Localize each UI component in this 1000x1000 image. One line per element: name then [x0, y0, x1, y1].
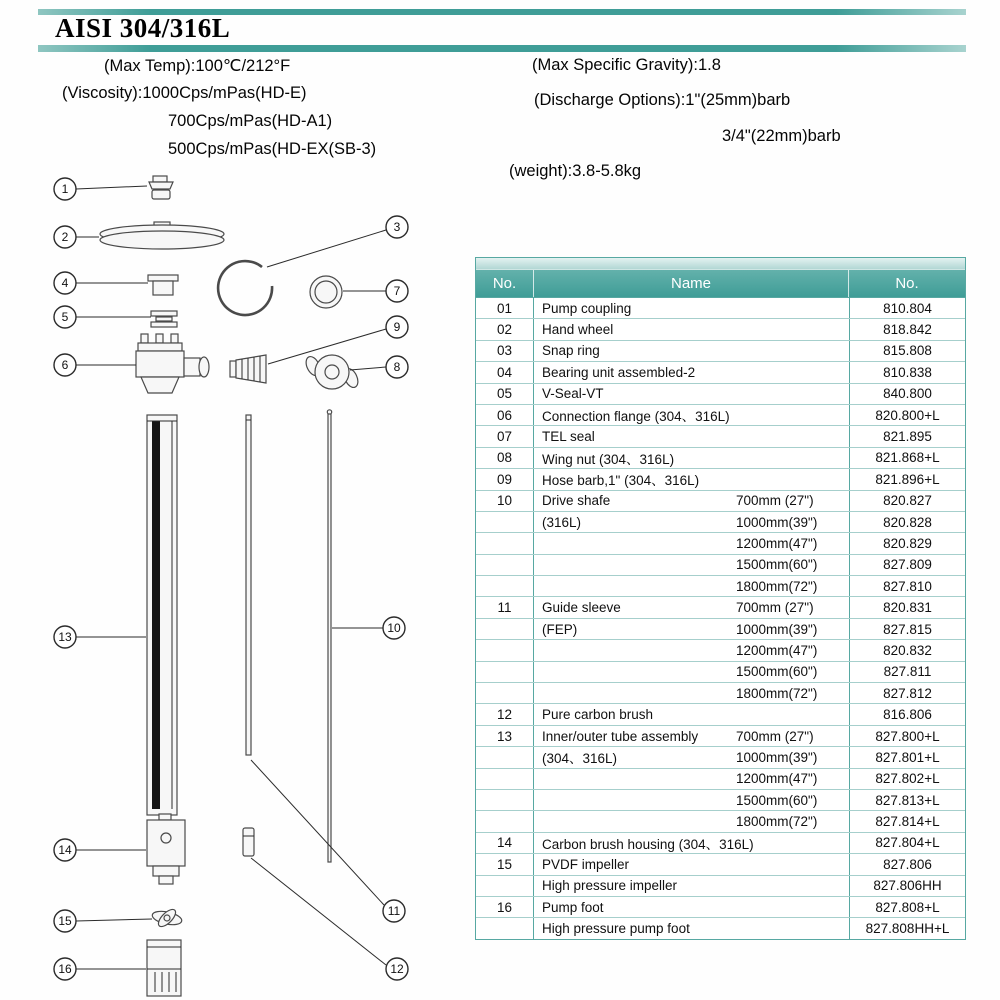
cell-part: 827.810: [849, 576, 965, 596]
cell-name: Snap ring: [542, 343, 600, 359]
part-guide-sleeve: [246, 415, 251, 755]
exploded-parts-diagram: [35, 170, 475, 1000]
spec-discharge-1: (Discharge Options):1"(25mm)barb: [534, 91, 791, 109]
header-bar-bottom: [38, 45, 966, 52]
cell-no: [476, 640, 534, 660]
callout-4: [54, 272, 148, 294]
svg-text:1: 1: [61, 182, 69, 196]
cell-no: [476, 576, 534, 596]
cell-part: 820.829: [849, 533, 965, 553]
cell-no: 12: [476, 704, 534, 724]
svg-text:8: 8: [393, 360, 401, 374]
cell-name: [534, 811, 734, 831]
table-row: [476, 297, 965, 318]
svg-text:9: 9: [393, 320, 401, 334]
cell-size: 1200mm(47"): [736, 771, 818, 787]
cell-size: [734, 833, 849, 853]
cell-name: Guide sleeve: [542, 600, 621, 616]
cell-part: 815.808: [849, 341, 965, 361]
table-row: [476, 532, 965, 553]
part-hose-barb: [230, 355, 266, 383]
table-row: [476, 575, 965, 596]
cell-part: 827.815: [849, 619, 965, 639]
cell-part: 827.806: [849, 854, 965, 874]
cell-name: [534, 790, 734, 810]
cell-name: [534, 640, 734, 660]
cell-part: 827.800+L: [849, 726, 965, 746]
parts-table: [475, 257, 966, 940]
part-snap-ring: [218, 261, 272, 315]
part-tel-seal: [310, 276, 342, 308]
cell-part: 820.831: [849, 597, 965, 617]
spec-viscosity-2: 700Cps/mPas(HD-A1): [168, 112, 333, 130]
part-pump-coupling: [149, 176, 173, 199]
cell-no: 13: [476, 726, 534, 746]
cell-name: Drive shafe: [542, 493, 611, 509]
svg-text:7: 7: [393, 284, 401, 298]
cell-no: 14: [476, 833, 534, 853]
cell-part: 827.808HH+L: [849, 918, 965, 938]
cell-part: 820.828: [849, 512, 965, 532]
table-row: [476, 447, 965, 468]
svg-text:10: 10: [387, 621, 401, 635]
cell-name: [534, 555, 734, 575]
cell-size: [734, 384, 849, 404]
table-row: [476, 596, 965, 617]
cell-size: 1000mm(39"): [736, 621, 818, 637]
table-row: [476, 917, 965, 938]
callout-15: [54, 910, 152, 932]
cell-size: 1800mm(72"): [736, 814, 818, 830]
cell-part: 820.832: [849, 640, 965, 660]
cell-part: 827.811: [849, 662, 965, 682]
table-row: [476, 768, 965, 789]
svg-text:13: 13: [58, 630, 72, 644]
table-row: [476, 361, 965, 382]
cell-part: 818.842: [849, 319, 965, 339]
cell-size: 1000mm(39"): [736, 749, 818, 765]
table-row: [476, 490, 965, 511]
callout-10: [332, 617, 405, 639]
callout-7: [343, 280, 408, 302]
cell-name: Pure carbon brush: [542, 707, 654, 723]
table-row: [476, 404, 965, 425]
table-row: [476, 661, 965, 682]
svg-text:4: 4: [61, 276, 69, 290]
cell-no: 06: [476, 405, 534, 425]
cell-part: 827.809: [849, 555, 965, 575]
cell-size: [734, 876, 849, 896]
cell-no: 04: [476, 362, 534, 382]
header-part-no: No.: [895, 275, 919, 292]
cell-size: 700mm (27"): [736, 600, 814, 616]
cell-no: 02: [476, 319, 534, 339]
cell-no: [476, 769, 534, 789]
svg-text:2: 2: [61, 230, 69, 244]
cell-no: [476, 790, 534, 810]
table-header: [476, 270, 965, 297]
spec-discharge-2: 3/4"(22mm)barb: [722, 127, 841, 145]
header-name: Name: [534, 270, 849, 297]
callout-6: [54, 354, 136, 376]
cell-name: [534, 662, 734, 682]
cell-name: High pressure impeller: [542, 878, 678, 894]
spec-max-temp: (Max Temp):100℃/212°F: [104, 57, 291, 75]
cell-no: [476, 918, 534, 938]
table-row: [476, 383, 965, 404]
cell-no: 09: [476, 469, 534, 489]
cell-no: [476, 555, 534, 575]
cell-size: [734, 405, 849, 425]
cell-no: 03: [476, 341, 534, 361]
table-row: [476, 511, 965, 532]
cell-name: V-Seal-VT: [542, 386, 604, 402]
cell-no: [476, 683, 534, 703]
svg-text:16: 16: [58, 962, 72, 976]
table-row: [476, 468, 965, 489]
cell-size: 1500mm(60"): [736, 664, 818, 680]
cell-size: [734, 897, 849, 917]
part-connection-flange: [136, 334, 209, 393]
cell-name: [534, 683, 734, 703]
spec-max-gravity: (Max Specific Gravity):1.8: [532, 56, 721, 74]
callout-3: [267, 216, 408, 267]
callout-16: [54, 958, 146, 980]
part-bearing-unit: [148, 275, 178, 295]
table-row: [476, 618, 965, 639]
cell-part: 827.801+L: [849, 747, 965, 767]
cell-size: [734, 704, 849, 724]
cell-no: 16: [476, 897, 534, 917]
svg-text:12: 12: [390, 962, 404, 976]
cell-name: Pump coupling: [542, 300, 632, 316]
cell-no: 10: [476, 491, 534, 511]
cell-name: Hand wheel: [542, 322, 614, 338]
cell-size: 700mm (27"): [736, 728, 814, 744]
table-row: [476, 832, 965, 853]
cell-name: Inner/outer tube assembly: [542, 728, 699, 744]
part-drive-shaft: [327, 410, 331, 862]
cell-size: [734, 362, 849, 382]
part-impeller: [151, 907, 183, 930]
table-row: [476, 746, 965, 767]
cell-size: [734, 341, 849, 361]
part-v-seal: [151, 311, 177, 327]
cell-name: Pump foot: [542, 899, 604, 915]
cell-name: PVDF impeller: [542, 856, 630, 872]
cell-part: 827.813+L: [849, 790, 965, 810]
part-pump-foot: [147, 940, 181, 996]
part-hand-wheel: [100, 222, 224, 249]
cell-part: 820.827: [849, 491, 965, 511]
cell-no: [476, 876, 534, 896]
cell-size: [734, 469, 849, 489]
cell-no: [476, 811, 534, 831]
svg-text:3: 3: [393, 220, 401, 234]
svg-text:11: 11: [387, 904, 401, 918]
cell-name: Carbon brush housing (304、316L): [542, 836, 754, 852]
table-row: [476, 639, 965, 660]
callout-14: [54, 839, 146, 861]
cell-no: 15: [476, 854, 534, 874]
cell-name: Bearing unit assembled-2: [542, 364, 696, 380]
cell-part: 827.812: [849, 683, 965, 703]
cell-size: 1800mm(72"): [736, 685, 818, 701]
table-row: [476, 318, 965, 339]
cell-part: 820.800+L: [849, 405, 965, 425]
cell-part: 827.802+L: [849, 769, 965, 789]
callout-5: [54, 306, 151, 328]
cell-size: 1200mm(47"): [736, 535, 818, 551]
table-row: [476, 853, 965, 874]
cell-size: [734, 426, 849, 446]
table-row: [476, 554, 965, 575]
cell-no: 07: [476, 426, 534, 446]
cell-size: 1200mm(47"): [736, 642, 818, 658]
cell-part: 816.806: [849, 704, 965, 724]
svg-text:14: 14: [58, 843, 72, 857]
table-row: [476, 875, 965, 896]
cell-size: [734, 448, 849, 468]
table-row: [476, 703, 965, 724]
table-top-strip: [476, 258, 965, 270]
cell-name: High pressure pump foot: [542, 921, 690, 937]
cell-size: 700mm (27"): [736, 493, 814, 509]
cell-no: 08: [476, 448, 534, 468]
cell-name: Hose barb,1" (304、316L): [542, 473, 700, 489]
cell-part: 827.804+L: [849, 833, 965, 853]
spec-viscosity-1: (Viscosity):1000Cps/mPas(HD-E): [62, 84, 307, 102]
cell-name: [534, 533, 734, 553]
cell-no: [476, 747, 534, 767]
cell-size: [734, 854, 849, 874]
cell-part: 821.896+L: [849, 469, 965, 489]
part-tube-assembly: [147, 415, 177, 815]
cell-no: 01: [476, 298, 534, 318]
cell-part: 810.804: [849, 298, 965, 318]
callout-13: [54, 626, 146, 648]
cell-no: [476, 662, 534, 682]
spec-weight: (weight):3.8-5.8kg: [509, 162, 642, 180]
table-row: [476, 896, 965, 917]
table-row: [476, 425, 965, 446]
table-row: [476, 725, 965, 746]
cell-name: TEL seal: [542, 429, 595, 445]
cell-no: [476, 512, 534, 532]
cell-part: 821.895: [849, 426, 965, 446]
cell-no: [476, 619, 534, 639]
part-brush-housing: [147, 814, 185, 884]
cell-name: (FEP): [542, 621, 578, 637]
table-row: [476, 340, 965, 361]
page-title: AISI 304/316L: [55, 13, 231, 43]
cell-name: [534, 769, 734, 789]
cell-size: [734, 298, 849, 318]
table-row: [476, 789, 965, 810]
cell-part: 840.800: [849, 384, 965, 404]
cell-name: Wing nut (304、316L): [542, 451, 675, 467]
callout-12: [251, 858, 408, 980]
cell-name: (304、316L): [542, 751, 618, 767]
part-wing-nut: [303, 354, 360, 389]
cell-no: [476, 533, 534, 553]
cell-part: 810.838: [849, 362, 965, 382]
cell-size: 1000mm(39"): [736, 514, 818, 530]
cell-size: [734, 319, 849, 339]
callout-8: [350, 356, 408, 378]
cell-name: [534, 576, 734, 596]
header-no: No.: [476, 270, 534, 297]
cell-size: 1800mm(72"): [736, 578, 818, 594]
callout-1: [54, 178, 147, 200]
cell-part: 827.814+L: [849, 811, 965, 831]
table-row: [476, 682, 965, 703]
table-row: [476, 810, 965, 831]
cell-part: 827.806HH: [849, 876, 965, 896]
svg-text:5: 5: [61, 310, 69, 324]
svg-text:6: 6: [61, 358, 69, 372]
cell-size: [734, 918, 849, 938]
cell-no: 11: [476, 597, 534, 617]
cell-name: Connection flange (304、316L): [542, 409, 730, 425]
spec-viscosity-3: 500Cps/mPas(HD-EX(SB-3): [168, 140, 377, 158]
part-carbon-brush: [243, 828, 254, 856]
cell-part: 821.868+L: [849, 448, 965, 468]
cell-size: 1500mm(60"): [736, 557, 818, 573]
parts-table-body: [476, 297, 965, 939]
callout-2: [54, 226, 99, 248]
cell-size: 1500mm(60"): [736, 792, 818, 808]
svg-text:15: 15: [58, 914, 72, 928]
cell-no: 05: [476, 384, 534, 404]
cell-part: 827.808+L: [849, 897, 965, 917]
cell-name: (316L): [542, 514, 582, 530]
